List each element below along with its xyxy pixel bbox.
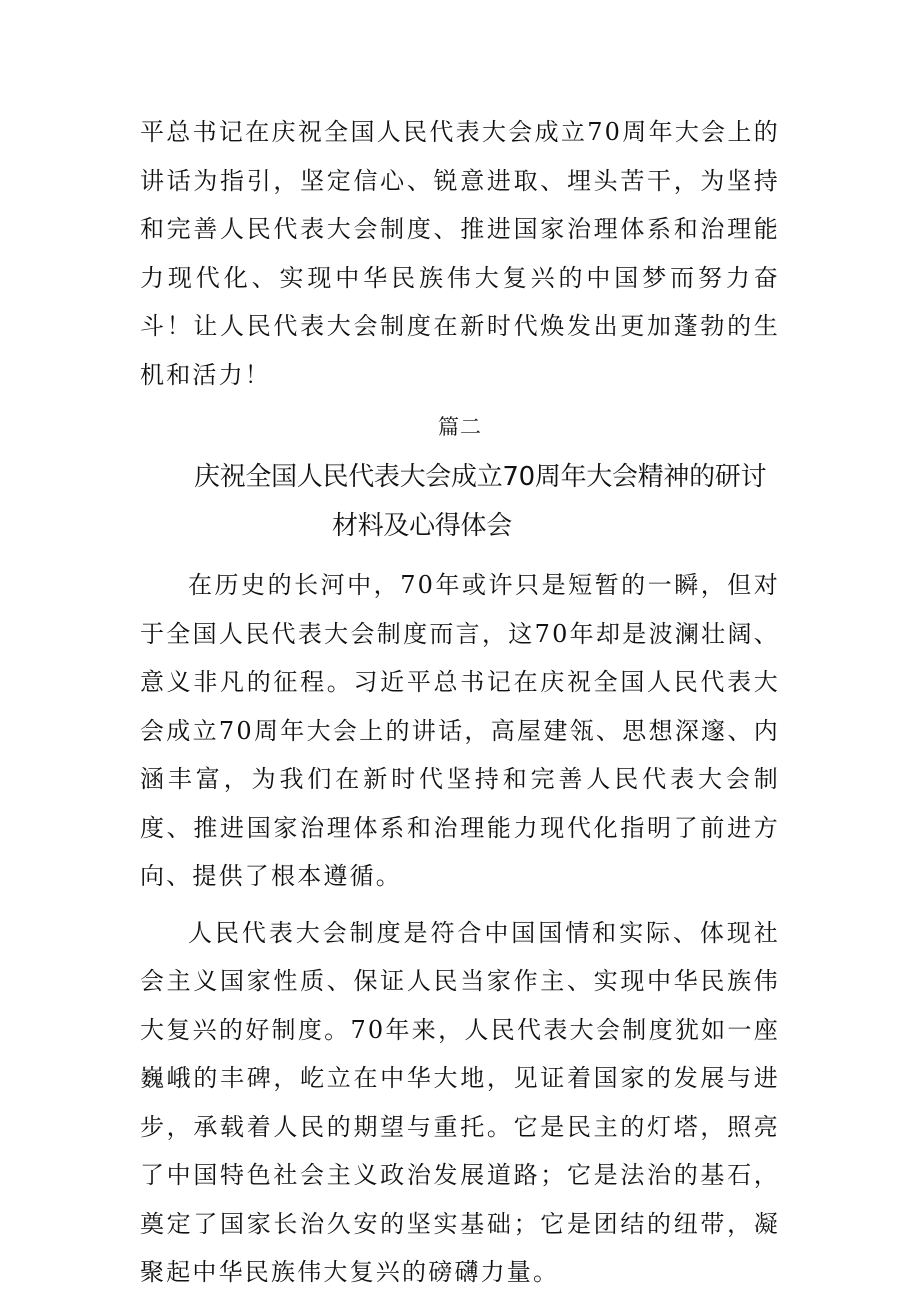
title-line-2: 材料及心得体会 [332,511,512,541]
section-label: 篇二 [438,415,482,439]
body-paragraph-2: 人民代表大会制度是符合中国国情和实际、体现社会主义国家性质、保证人民当家作主、实现中华民族伟大复兴的好制度。70年来，人民代表大会制度犹如一座巍峨的丰碑，屹立在中华大地，见证着国家的发展与进步，承载着人民的期望与重托。它是民主的灯塔，照亮了中国特色社会主义政治发展道路；它是法治的基石，奠定了国家长治久安的坚实基础；它是团结的纽带，凝聚起中华民族伟大复兴的磅礴力量。 [140,918,780,1286]
document-title [140,453,780,551]
body-paragraph-1: 在历史的长河中，70年或许只是短暂的一瞬，但对于全国人民代表大会制度而言，这70年却是波澜壮阔、意义非凡的征程。习近平总书记在庆祝全国人民代表大会成立70周年大会上的讲话，高屋建瓴、思想深邃、内涵丰富，为我们在新时代坚持和完善人民代表大会制度、推进国家治理体系和治理能力现代化指明了前进方向、提供了根本遵循。 [140,571,780,890]
title-line-1: 庆祝全国人民代表大会成立70周年大会精神的研讨 [194,462,767,492]
intro-paragraph: 平总书记在庆祝全国人民代表大会成立70周年大会上的讲话为指引，坚定信心、锐意进取、埋头苦干，为坚持和完善人民代表大会制度、推进国家治理体系和治理能力现代化、实现中华民族伟大复兴的中国梦而努力奋斗！让人民代表大会制度在新时代焕发出更加蓬勃的生机和活力！ [140,118,780,389]
